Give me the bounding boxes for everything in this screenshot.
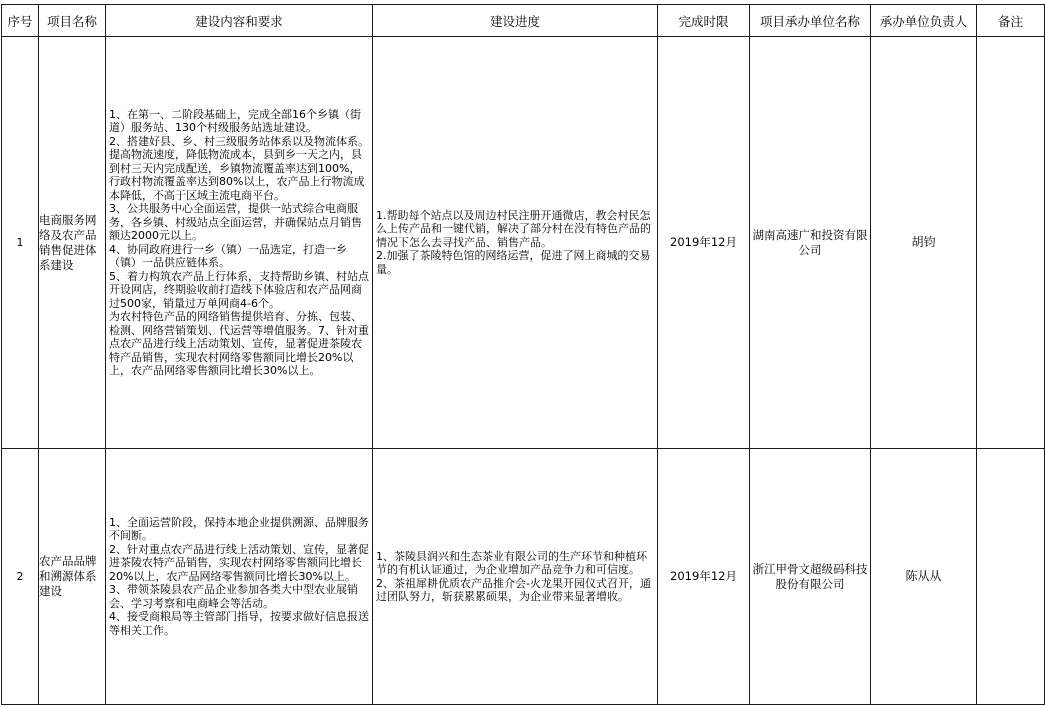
content-item: 为农村特色产品的网络销售提供培育、分拣、包装、检测、网络营销策划、代运营等增值服务。7、针对重点农产品进行线上活动策划、宣传，显著促进茶陵农特产品销售，实现农村网络零售额同比增长20%以上，农产品网络零售额同比增长30%以上。 <box>109 310 369 377</box>
table-row <box>2 37 1045 449</box>
row-remarks <box>977 37 1045 449</box>
project-table <box>1 4 1045 705</box>
row-remarks <box>977 449 1045 705</box>
row-progress <box>373 37 658 449</box>
content-item: 2、搭建好县、乡、村三级服务站体系以及物流体系。提高物流速度，降低物流成本，县到乡一天之内，县到村三天内完成配送，乡镇物流覆盖率达到100%，行政村物流覆盖率达到80%以上，农产品上行物流成本降低，不高于区域主流电商平台。 <box>109 134 369 202</box>
content-item: 2、针对重点农产品进行线上活动策划、宣传，显著促进茶陵农特产品销售，实现农村网络零售额同比增长20%以上，农产品网络零售额同比增长30%以上。 <box>109 542 369 583</box>
row-project-name: 农产品品牌和溯源体系建设 <box>39 449 106 705</box>
header-progress: 建设进度 <box>373 5 658 37</box>
content-item: 3、公共服务中心全面运营，提供一站式综合电商服务，各乡镇、村级站点全面运营，并确保站点月销售额达2000元以上。 <box>109 202 362 242</box>
row-project-name: 电商服务网络及农产品销售促进体系建设 <box>39 37 106 449</box>
header-content: 建设内容和要求 <box>106 5 373 37</box>
row-progress <box>373 449 658 705</box>
content-item: 3、带领茶陵县农产品企业参加各类大中型农业展销会、学习考察和电商峰会等活动。 <box>109 583 358 610</box>
progress-item: 1、茶陵县润兴和生态茶业有限公司的生产环节和种植环节的有机认证通过，为企业增加产品竞争力和可信度。 <box>376 549 647 576</box>
content-item: 1、全面运营阶段，保持本地企业提供溯源、品牌服务不间断。 <box>109 515 369 543</box>
header-remarks: 备注 <box>977 5 1045 37</box>
header-index: 序号 <box>2 5 39 37</box>
header-undertaker: 项目承办单位名称 <box>750 5 871 37</box>
row-deadline: 2019年12月 <box>658 449 750 705</box>
table-row <box>2 449 1045 705</box>
row-content <box>106 449 373 705</box>
row-undertaker: 湖南高速广和投资有限公司 <box>750 37 871 449</box>
header-row <box>2 5 1045 37</box>
row-person: 陈从从 <box>871 449 977 705</box>
progress-item: 2、茶祖犀耕优质农产品推介会-火龙果开园仪式召开，通过团队努力，斩获累累硕果，为企业带来显著增收。 <box>376 576 651 603</box>
content-item: 4、协同政府进行一乡（镇）一品选定，打造一乡（镇）一品供应链体系。 <box>109 242 347 269</box>
row-deadline: 2019年12月 <box>658 37 750 449</box>
header-project-name: 项目名称 <box>39 5 106 37</box>
content-item: 1、在第一、二阶段基础上，完成全部16个乡镇（街道）服务站、130个村级服务站选址建设。 <box>109 107 361 134</box>
progress-item: 2.加强了茶陵特色馆的网络运营，促进了网上商城的交易量。 <box>376 249 651 276</box>
content-item: 4、接受商粮局等主管部门指导，按要求做好信息报送等相关工作。 <box>109 610 369 637</box>
row-person: 胡钧 <box>871 37 977 449</box>
header-deadline: 完成时限 <box>658 5 750 37</box>
row-index: 2 <box>2 449 39 705</box>
content-item: 5、着力构筑农产品上行体系，支持帮助乡镇、村站点开设网店，终期验收前打造线下体验店和农产品网商过500家，销量过万单网商4-6个。 <box>109 269 369 310</box>
row-index: 1 <box>2 37 39 449</box>
row-content <box>106 37 373 449</box>
progress-item: 1.帮助每个站点以及周边村民注册开通微店，教会村民怎么上传产品和一键代销，解决了部分村在没有特色产品的情况下怎么去寻找产品、销售产品。 <box>376 208 651 249</box>
header-person: 承办单位负责人 <box>871 5 977 37</box>
row-undertaker: 浙江甲骨文超级码科技股份有限公司 <box>750 449 871 705</box>
